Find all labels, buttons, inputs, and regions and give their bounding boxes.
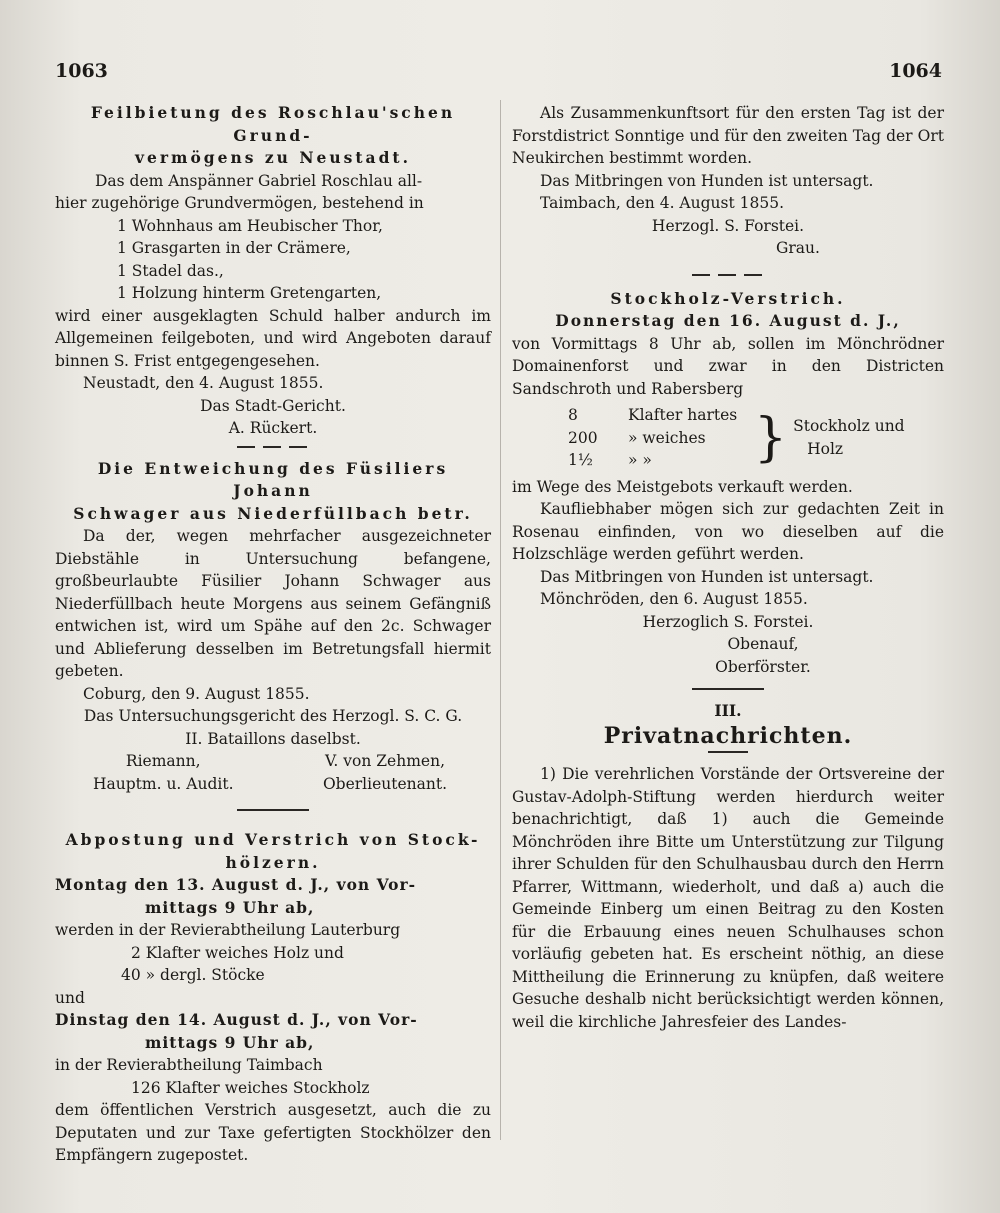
auction-date: Donnerstag den 16. August d. J.,: [555, 311, 901, 330]
section-rule: [692, 688, 764, 690]
private-notice-body: 1) Die verehrlichen Vorstände der Ortsvereine der Gustav-Adolph-Stiftung werden hierdurch weiter benachrichtigt, daß 1) auch die Gemeinde Mönchröden ihre Bitte um Unterstützung zur Tilgung ihrer Schulden für den Schulhausbau durch den Herrn Pfarrer, Wittmann, wiederholt, und daß a) auch die Gemeinde Einberg um einen Beitrag zu den Kosten für die Erbauung eines neuen Schulhauses schon vorläufig gebeten hat. Es erscheint nöthig, an diese Mittheilung die Erinnerung zu knüpfen, daß weitere Gesuche deshalb nicht berücksichtigt werden können, weil die kirchliche Jahresfeier des Landes-: [512, 765, 945, 1031]
notice-intro-cont: hier zugehörige Grundvermögen, bestehend in: [55, 194, 424, 212]
wood-row: [568, 404, 748, 427]
authority: Herzoglich S. Forstei.: [642, 612, 814, 631]
wood-item: 2 Klafter weiches Holz und: [131, 943, 344, 962]
notice-schwager-escape: [55, 458, 491, 812]
place-date: Neustadt, den 4. August 1855.: [83, 374, 324, 392]
notice-stockholz-auction: [55, 829, 491, 1167]
place-date: Coburg, den 9. August 1855.: [83, 684, 310, 703]
brace-labels: [793, 415, 905, 460]
section-title: Privatnachrichten.: [603, 722, 853, 749]
dogs-notice: Das Mitbringen von Hunden ist untersagt.: [540, 171, 874, 190]
wood-qty: 8: [568, 406, 578, 424]
notice-body: dem öffentlichen Verstrich ausgesetzt, auch die zu Deputaten und zur Taxe gefertigten Stockhölzer den Empfängern zugepostet.: [55, 1101, 491, 1164]
signer-rank: Oberlieutenant.: [322, 774, 447, 793]
auction-date: Dinstag den 14. August d. J., von Vor-: [55, 1010, 418, 1029]
signatures: [55, 750, 491, 795]
brace-label: Stockholz und: [793, 417, 905, 436]
notice-title-cont: vermögens zu Neustadt.: [135, 148, 411, 167]
conjunction: und: [55, 988, 85, 1007]
authority-cont: II. Bataillons daselbst.: [185, 729, 361, 748]
notice-body: wird einer ausgeklagten Schuld halber andurch im Allgemeinen feilgeboten, und wird Angeboten darauf binnen S. Frist entgegengesehen.: [55, 306, 491, 370]
left-column: [55, 102, 491, 1167]
auction-date: Montag den 13. August d. J., von Vor-: [55, 875, 417, 894]
notice-stockholz-verstrich: [512, 288, 944, 691]
notice-title: Abpostung und Verstrich von Stock-: [65, 830, 481, 849]
page-number-left: 1063: [55, 60, 108, 82]
notice-title-cont: hölzern.: [225, 852, 321, 872]
authority: Herzogl. S. Forstei.: [651, 216, 805, 235]
authority: Das Stadt-Gericht.: [200, 396, 346, 415]
signature-left: [93, 750, 234, 795]
property-item: 1 Wohnhaus am Heubischer Thor,: [117, 216, 383, 235]
wood-kind: » »: [628, 451, 652, 469]
column-divider: [500, 100, 501, 1140]
notice-roschlau-sale: [55, 102, 491, 448]
signer-rank: Hauptm. u. Audit.: [93, 774, 234, 793]
auction-time: mittags 9 Uhr ab,: [145, 1032, 315, 1052]
property-item: 1 Stadel das.,: [117, 261, 224, 280]
signer-name: V. von Zehmen,: [324, 752, 445, 770]
buyers-notice: Kaufliebhaber mögen sich zur gedachten Zeit in Rosenau einfinden, von wo dieselben auf die Holzschläge werden geführt werden.: [512, 500, 944, 563]
signer: Obenauf,: [727, 635, 799, 653]
notice-continuation: [512, 102, 944, 276]
signer-rank: Oberförster.: [715, 657, 811, 676]
right-column: [512, 102, 944, 1033]
wood-kind: » weiches: [628, 428, 706, 447]
wood-row: [568, 449, 748, 472]
dogs-notice: Das Mitbringen von Hunden ist untersagt.: [540, 567, 874, 586]
section-rule: [237, 809, 309, 811]
signer: Grau.: [776, 239, 820, 257]
auction-location: werden in der Revierabtheilung Lauterburg: [55, 921, 401, 939]
place-date: Mönchröden, den 6. August 1855.: [540, 590, 808, 608]
wood-kind: Klafter hartes: [628, 406, 738, 424]
brace-label: Holz: [807, 439, 844, 458]
notice-body: Als Zusammenkunftsort für den ersten Tag ist der Forstdistrict Sonntige und für den zweiten Tag der Ort Neukirchen bestimmt worden.: [512, 104, 944, 167]
section-rule: [692, 274, 764, 276]
notice-title-cont: Schwager aus Niederfüllbach betr.: [73, 503, 473, 523]
auction-location: in der Revierabtheilung Taimbach: [55, 1056, 323, 1074]
section-number: III.: [714, 701, 742, 720]
notice-title: Feilbietung des Roschlau'schen Grund-: [90, 103, 456, 145]
signer-name: Riemann,: [125, 752, 201, 770]
wood-row: [568, 427, 748, 450]
privatnachrichten: [512, 700, 944, 1033]
wood-table: [512, 404, 944, 472]
wood-item: 126 Klafter weiches Stockholz: [131, 1078, 370, 1097]
wood-qty: 200: [568, 428, 598, 447]
property-item: 1 Holzung hinterm Gretengarten,: [117, 284, 382, 302]
section-rule: [708, 751, 748, 753]
notice-title: Die Entweichung des Füsiliers Johann: [97, 458, 449, 500]
notice-title: Stockholz-Verstrich.: [610, 288, 846, 308]
brace-icon: }: [754, 407, 788, 468]
signer: A. Rückert.: [228, 419, 318, 437]
wood-item: 40 » dergl. Stöcke: [121, 966, 265, 984]
page-number-right: 1064: [889, 60, 942, 82]
property-item: 1 Grasgarten in der Crämere,: [117, 239, 351, 257]
wood-qty: 1½: [568, 451, 593, 469]
wood-rows: [568, 404, 748, 472]
notice-body: von Vormittags 8 Uhr ab, sollen im Mönchrödner Domainenforst und zwar in den Districten Sandschroth und Rabersberg: [512, 334, 944, 398]
authority: Das Untersuchungsgericht des Herzogl. S. C. G.: [83, 707, 463, 725]
auction-time: mittags 9 Uhr ab,: [145, 897, 315, 917]
notice-body-cont: im Wege des Meistgebots verkauft werden.: [512, 477, 853, 496]
notice-intro: Das dem Anspänner Gabriel Roschlau all-: [95, 171, 423, 190]
section-rule: [237, 446, 309, 448]
notice-body: Da der, wegen mehrfacher ausgezeichneter Diebstähle in Untersuchung befangene, großbeurlaubte Füsilier Johann Schwager aus Niederfüllbach heute Morgens aus seinem Gefängniß entwichen ist, wird um Spähe auf den 2c. Schwager und Ablieferung desselben im Betretungsfall hiermit gebeten.: [55, 527, 491, 680]
signature-right: [323, 750, 447, 795]
place-date: Taimbach, den 4. August 1855.: [540, 194, 784, 212]
